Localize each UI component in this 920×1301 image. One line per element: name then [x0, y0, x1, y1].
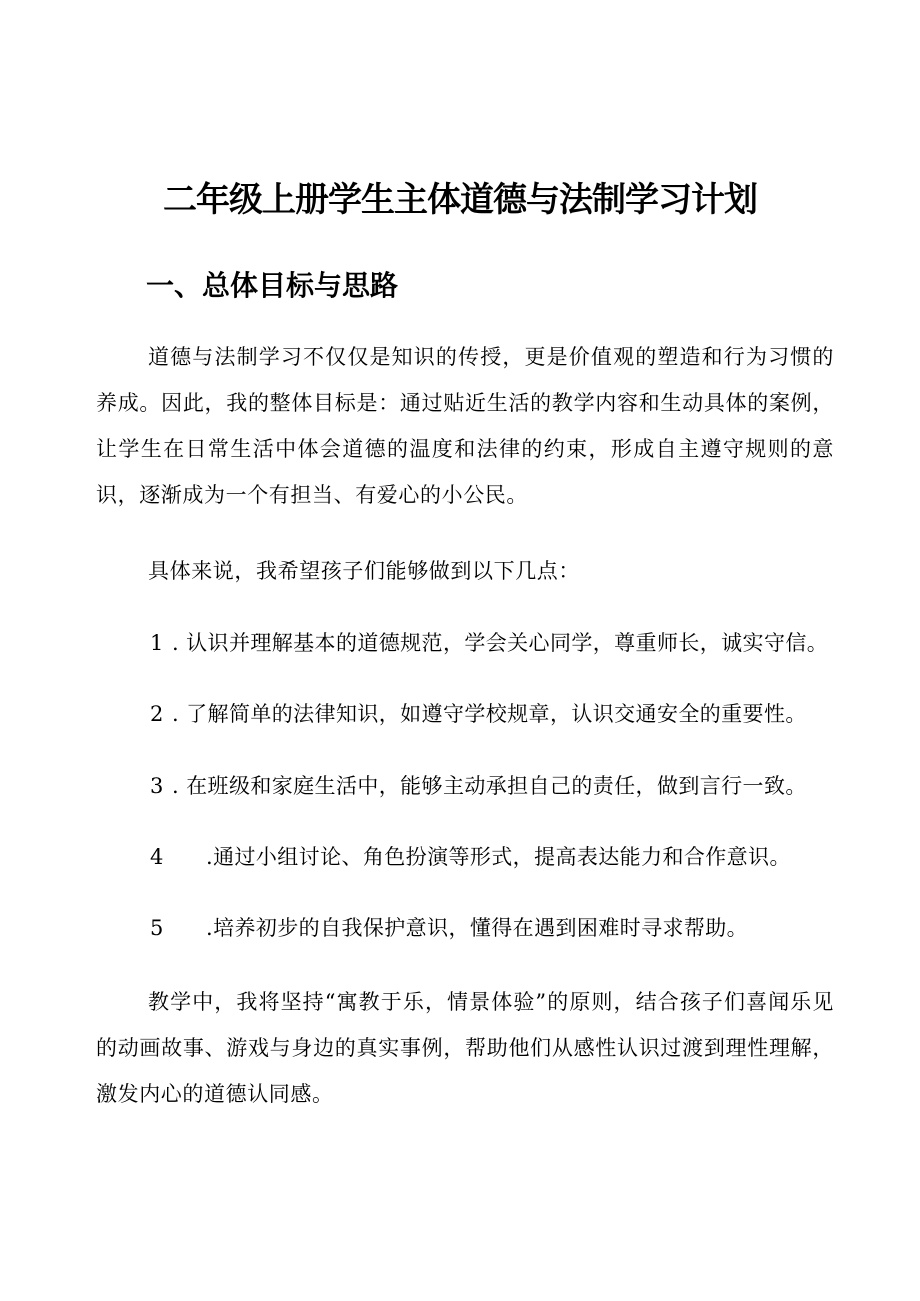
- goal-text: .通过小组讨论、角色扮演等形式，提高表达能力和合作意识。: [206, 845, 791, 869]
- goal-item: [150, 620, 828, 666]
- goal-number: 2: [150, 702, 164, 726]
- goal-item: [150, 834, 791, 880]
- goal-number: 5: [150, 916, 164, 940]
- goal-text: . 在班级和家庭生活中，能够主动承担自己的责任，做到言行一致。: [172, 774, 807, 798]
- goal-text: . 了解简单的法律知识，如遵守学校规章，认识交通安全的重要性。: [172, 702, 807, 726]
- goal-number: 3: [150, 774, 164, 798]
- document-title: 二年级上册学生主体道德与法制学习计划: [163, 180, 757, 220]
- section-heading: 一、总体目标与思路: [146, 269, 399, 302]
- goal-number: 1: [150, 631, 164, 655]
- goal-item: [150, 763, 807, 809]
- goal-number: 4: [150, 845, 164, 869]
- intro-paragraph: 道德与法制学习不仅仅是知识的传授，更是价值观的塑造和行为习惯的养成。因此，我的整体目标是：通过贴近生活的教学内容和生动具体的案例，让学生在日常生活中体会道德的温度和法律的约束，形成自主遵守规则的意识，逐渐成为一个有担当、有爱心的小公民。: [96, 345, 834, 507]
- goal-text: .培养初步的自我保护意识，懂得在遇到困难时寻求帮助。: [206, 916, 749, 940]
- goal-item: [150, 691, 807, 737]
- goal-item: [150, 905, 748, 951]
- lead-in-paragraph: 具体来说，我希望孩子们能够做到以下几点：: [148, 559, 580, 583]
- closing-paragraph: 教学中，我将坚持“寓教于乐，情景体验”的原则，结合孩子们喜闻乐见的动画故事、游戏与身边的真实事例，帮助他们从感性认识过渡到理性理解，激发内心的道德认同感。: [96, 990, 834, 1106]
- goal-text: . 认识并理解基本的道德规范，学会关心同学，尊重师长，诚实守信。: [172, 631, 829, 655]
